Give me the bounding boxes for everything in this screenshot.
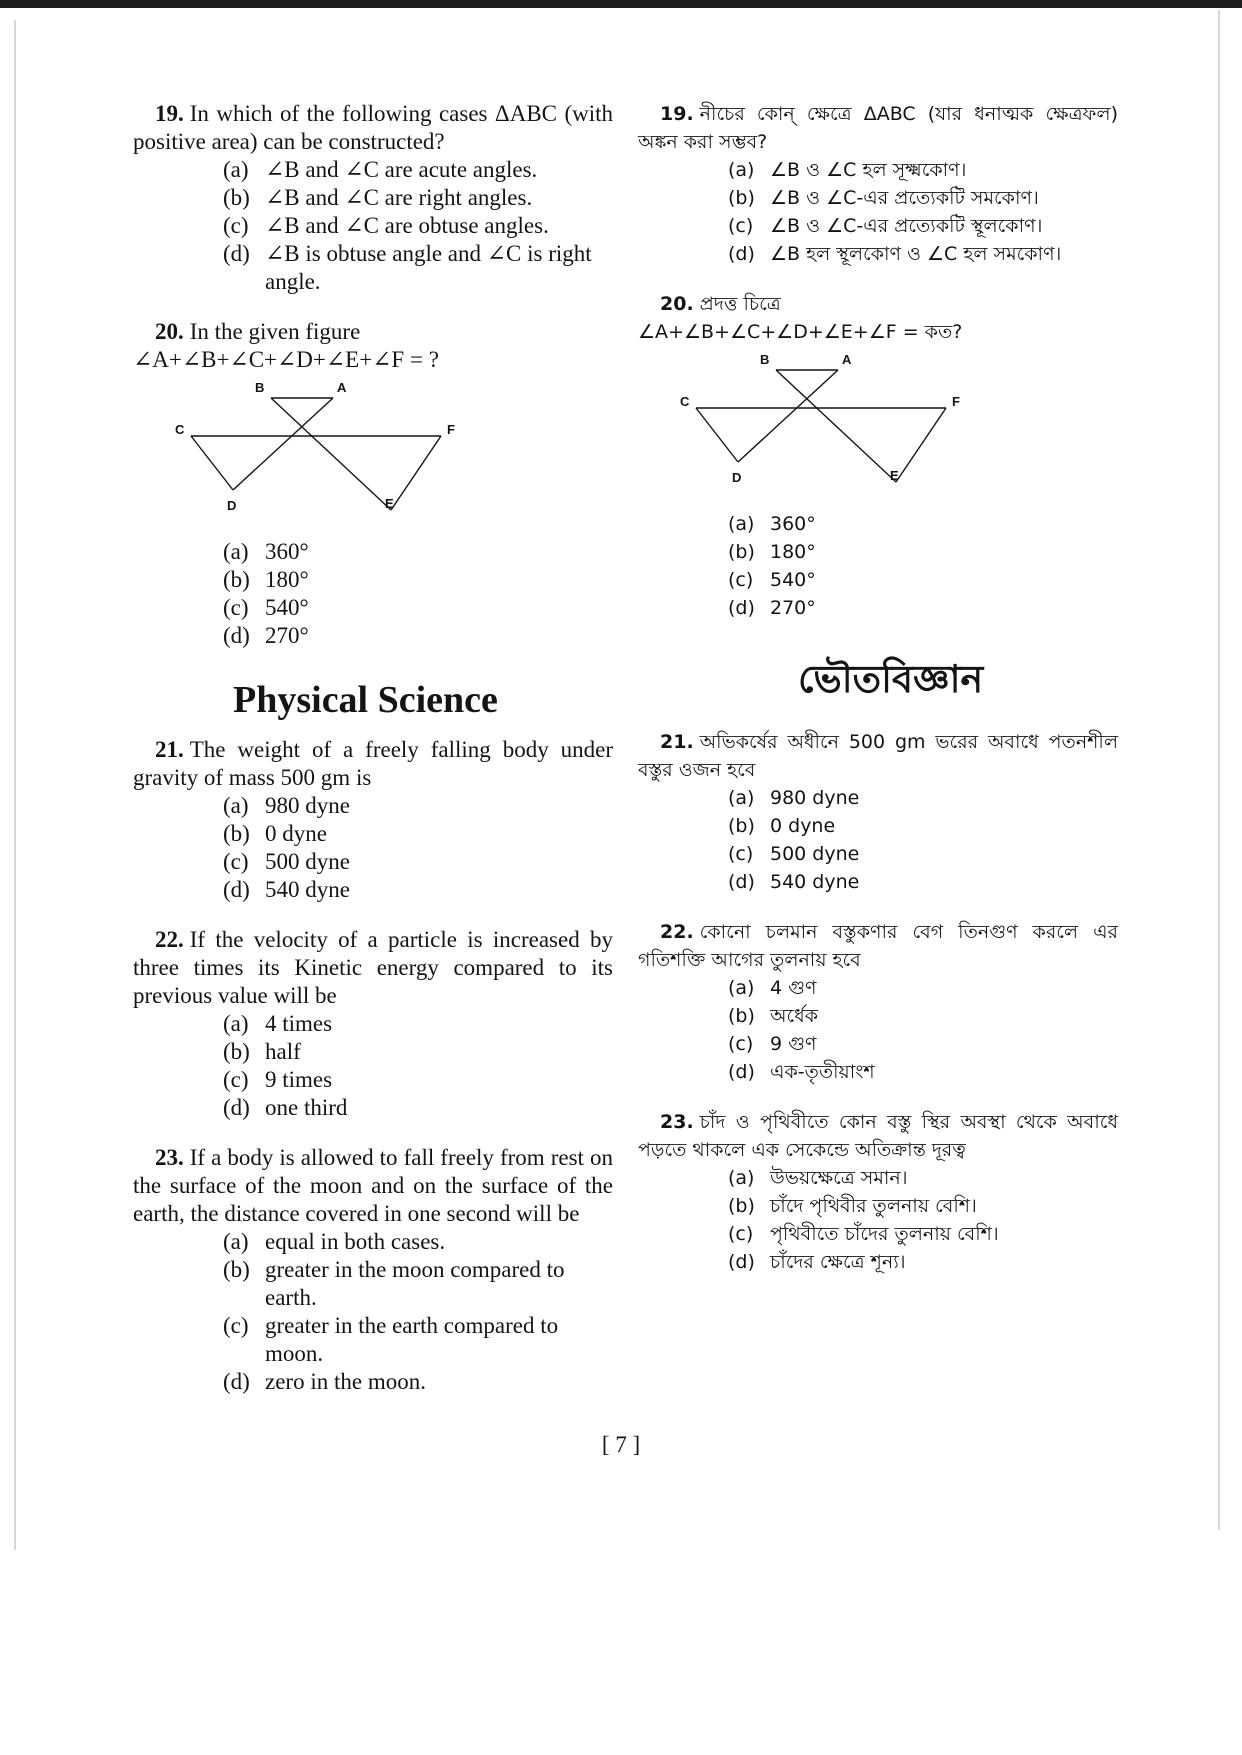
option-label: (c) [728, 569, 754, 591]
option [223, 538, 613, 566]
question-stem [133, 736, 613, 792]
option [728, 974, 1118, 1002]
option-text: চাঁদে পৃথিবীর তুলনায় বেশি। [770, 1195, 977, 1217]
question-subtext: ∠A+∠B+∠C+∠D+∠E+∠F = ? [133, 347, 439, 372]
segment-be [271, 398, 391, 510]
question [638, 728, 1118, 896]
option-text: 0 dyne [265, 821, 327, 846]
option-label: (d) [223, 1095, 250, 1120]
segment-ad [738, 370, 838, 462]
option [223, 622, 613, 650]
options-list [728, 156, 1118, 268]
question-number: 22. [660, 921, 694, 943]
option-text: চাঁদের ক্ষেত্রে শূন্য। [770, 1251, 906, 1273]
option-label: (d) [223, 241, 250, 266]
question-text: The weight of a freely falling body under gravity of mass 500 gm is [133, 737, 613, 790]
option-label: (d) [728, 871, 755, 893]
option [223, 594, 613, 622]
english-questions-after [133, 736, 613, 1396]
segment-cd [191, 436, 233, 490]
option [728, 1248, 1118, 1276]
option [223, 240, 613, 296]
triangle-figure [668, 352, 1048, 502]
option [223, 1038, 613, 1066]
option-label: (a) [223, 793, 249, 818]
section-title-physical-science: Physical Science [233, 679, 498, 721]
option-label: (d) [223, 877, 250, 902]
question-text: In the given figure [189, 319, 361, 344]
question-number: 23. [155, 1145, 184, 1170]
question-stem [638, 918, 1118, 974]
question-text: In which of the following cases ΔABC (with positive area) can be constructed? [133, 101, 613, 154]
option [223, 1066, 613, 1094]
segment-fe [391, 436, 441, 510]
option-label: (c) [223, 1313, 249, 1338]
option [728, 784, 1118, 812]
option [223, 212, 613, 240]
option-label: (d) [728, 597, 755, 619]
options-list [728, 784, 1118, 896]
question [133, 926, 613, 1122]
vertex-label: B [760, 352, 770, 367]
vertex-label: C [680, 394, 690, 409]
option-label: (c) [223, 1067, 249, 1092]
question [133, 100, 613, 296]
vertex-label: A [337, 380, 347, 395]
option-text: 180° [770, 541, 816, 563]
option-text: equal in both cases. [265, 1229, 446, 1254]
option-text: ∠B and ∠C are right angles. [265, 185, 533, 210]
option [223, 1010, 613, 1038]
question-stem [133, 100, 613, 156]
option-label: (a) [223, 539, 249, 564]
option-text: 270° [770, 597, 816, 619]
english-questions-before [133, 100, 613, 650]
question-number: 19. [660, 103, 694, 125]
option-text: 9 times [265, 1067, 333, 1092]
segment-cd [696, 408, 738, 462]
option-label: (d) [223, 1369, 250, 1394]
option-label: (d) [728, 1251, 755, 1273]
question-text: প্রদত্ত চিত্রে [699, 293, 781, 315]
option [728, 184, 1118, 212]
option [728, 1002, 1118, 1030]
option-label: (a) [223, 1229, 249, 1254]
question-stem [638, 100, 1118, 156]
option-text: ∠B is obtuse angle and ∠C is right angle. [265, 241, 592, 294]
question [638, 918, 1118, 1086]
scan-left-edge [14, 20, 16, 1550]
options-list [223, 538, 613, 650]
page-number: [ 7 ] [601, 1432, 641, 1457]
option-text: zero in the moon. [265, 1369, 426, 1394]
question-text: If a body is allowed to fall freely from rest on the surface of the moon and on the surface of the earth, the distance covered in one second will be [133, 1145, 613, 1226]
segment-be [776, 370, 896, 482]
option [728, 868, 1118, 896]
option [728, 566, 1118, 594]
question-text: অভিকর্ষের অধীনে 500 gm ভরের অবাধে পতনশীল বস্তুর ওজন হবে [638, 731, 1118, 781]
segment-fe [896, 408, 946, 482]
option [728, 1220, 1118, 1248]
option-label: (b) [223, 567, 250, 592]
vertex-label: F [447, 422, 455, 437]
option [223, 820, 613, 848]
scan-top-border [0, 0, 1242, 8]
option [223, 792, 613, 820]
option-label: (c) [728, 215, 754, 237]
question-text: If the velocity of a particle is increased by three times its Kinetic energy compared to its previous value will be [133, 927, 613, 1008]
option-label: (c) [728, 1033, 754, 1055]
options-list [223, 156, 613, 296]
option-label: (b) [728, 541, 755, 563]
question [133, 1144, 613, 1396]
option [223, 184, 613, 212]
option-text: 540° [265, 595, 309, 620]
option-label: (a) [728, 159, 755, 181]
option-text: পৃথিবীতে চাঁদের তুলনায় বেশি। [770, 1223, 999, 1245]
option-label: (b) [223, 185, 250, 210]
option-label: (c) [728, 843, 754, 865]
option [223, 1094, 613, 1122]
english-column [133, 100, 613, 1418]
question-text: কোনো চলমান বস্তুকণার বেগ তিনগুণ করলে এর গতিশক্তি আগের তুলনায় হবে [638, 921, 1118, 971]
option-text: 500 dyne [265, 849, 350, 874]
option-label: (b) [728, 1005, 755, 1027]
option [223, 876, 613, 904]
question-number: 22. [155, 927, 184, 952]
option-label: (a) [728, 513, 755, 535]
question [638, 1108, 1118, 1276]
question-stem [133, 1144, 613, 1228]
option-label: (b) [728, 815, 755, 837]
option-text: 9 গুণ [770, 1033, 817, 1055]
option-text: ∠B and ∠C are acute angles. [265, 157, 538, 182]
option-text: half [265, 1039, 301, 1064]
bengali-column [638, 100, 1118, 1298]
option-text: 980 dyne [770, 787, 860, 809]
question-stem [638, 1108, 1118, 1164]
question [133, 736, 613, 904]
question-text: চাঁদ ও পৃথিবীতে কোন বস্তু স্থির অবস্থা থেকে অবাধে পড়তে থাকলে এক সেকেন্ডে অতিক্রান্ত দূরত্ব [638, 1111, 1118, 1161]
option-label: (a) [728, 1167, 755, 1189]
option-text: 270° [265, 623, 309, 648]
option-text: greater in the earth compared to moon. [265, 1313, 559, 1366]
option [728, 1164, 1118, 1192]
option [728, 538, 1118, 566]
question [638, 100, 1118, 268]
question-number: 20. [155, 319, 184, 344]
option-label: (a) [728, 787, 755, 809]
option-text: 180° [265, 567, 309, 592]
question-text: নীচের কোন্ ক্ষেত্রে ΔABC (যার ধনাত্মক ক্ষেত্রফল) অঙ্কন করা সম্ভব? [638, 103, 1118, 153]
vertex-label: A [842, 352, 852, 367]
option-label: (d) [728, 243, 755, 265]
option-text: এক-তৃতীয়াংশ [770, 1061, 875, 1083]
option [223, 1256, 613, 1312]
question-stem [638, 290, 1118, 318]
option [728, 212, 1118, 240]
option [728, 594, 1118, 622]
vertex-label: D [732, 470, 742, 485]
options-list [728, 1164, 1118, 1276]
question-stem [133, 318, 613, 346]
question [638, 290, 1118, 622]
option [728, 1030, 1118, 1058]
options-list [728, 510, 1118, 622]
option-label: (a) [223, 1011, 249, 1036]
option-text: 540 dyne [265, 877, 350, 902]
option-text: ∠B ও ∠C-এর প্রত্যেকটি সমকোণ। [770, 187, 1039, 209]
option-text: one third [265, 1095, 348, 1120]
option-label: (b) [223, 1039, 250, 1064]
triangle-figure [163, 380, 543, 530]
option [728, 840, 1118, 868]
question-number: 19. [155, 101, 184, 126]
option-label: (a) [223, 157, 249, 182]
option [223, 848, 613, 876]
question-stem [133, 926, 613, 1010]
option-text: ∠B and ∠C are obtuse angles. [265, 213, 549, 238]
option [223, 1368, 613, 1396]
option [223, 1312, 613, 1368]
option-text: ∠B ও ∠C-এর প্রত্যেকটি স্থূলকোণ। [770, 215, 1043, 237]
vertex-label: B [255, 380, 265, 395]
option [728, 1192, 1118, 1220]
vertex-label: D [227, 498, 237, 513]
option-text: 0 dyne [770, 815, 836, 837]
question-number: 23. [660, 1111, 694, 1133]
option-text: 4 গুণ [770, 977, 817, 999]
question-number: 21. [155, 737, 184, 762]
option-text: 540° [770, 569, 816, 591]
option-text: অর্ধেক [770, 1005, 819, 1027]
option [728, 156, 1118, 184]
option-text: 500 dyne [770, 843, 860, 865]
option-label: (b) [223, 821, 250, 846]
option-label: (a) [728, 977, 755, 999]
option [223, 566, 613, 594]
vertex-label: C [175, 422, 185, 437]
question-subtext: ∠A+∠B+∠C+∠D+∠E+∠F = কত? [638, 321, 963, 343]
option-label: (d) [728, 1061, 755, 1083]
options-list [223, 1010, 613, 1122]
question-number: 21. [660, 731, 694, 753]
option-text: 540 dyne [770, 871, 860, 893]
option-label: (b) [728, 1195, 755, 1217]
option-text: 360° [265, 539, 309, 564]
option-label: (c) [223, 849, 249, 874]
option-text: উভয়ক্ষেত্রে সমান। [770, 1167, 908, 1189]
section-title-bhoutobigyan: ভৌতবিজ্ঞান [798, 659, 984, 701]
options-list [223, 1228, 613, 1396]
option-text: ∠B হল স্থূলকোণ ও ∠C হল সমকোণ। [770, 243, 1062, 265]
option [728, 812, 1118, 840]
option-label: (d) [223, 623, 250, 648]
option [728, 510, 1118, 538]
option-label: (c) [223, 595, 249, 620]
bengali-questions-before [638, 100, 1118, 622]
option [223, 1228, 613, 1256]
option-text: 360° [770, 513, 816, 535]
option-label: (c) [728, 1223, 754, 1245]
question-stem [638, 728, 1118, 784]
options-list [223, 792, 613, 904]
vertex-label: F [952, 394, 960, 409]
scan-right-edge [1218, 10, 1220, 1530]
question [133, 318, 613, 650]
option-label: (c) [223, 213, 249, 238]
options-list [728, 974, 1118, 1086]
option [223, 156, 613, 184]
option-label: (b) [223, 1257, 250, 1282]
segment-ad [233, 398, 333, 490]
question-number: 20. [660, 293, 694, 315]
option-text: ∠B ও ∠C হল সূক্ষ্মকোণ। [770, 159, 967, 181]
option [728, 1058, 1118, 1086]
option-text: 980 dyne [265, 793, 350, 818]
option-text: greater in the moon compared to earth. [265, 1257, 565, 1310]
vertex-label: E [890, 468, 899, 483]
option-label: (b) [728, 187, 755, 209]
vertex-label: E [385, 496, 394, 511]
option-text: 4 times [265, 1011, 333, 1036]
bengali-questions-after [638, 728, 1118, 1276]
option [728, 240, 1118, 268]
